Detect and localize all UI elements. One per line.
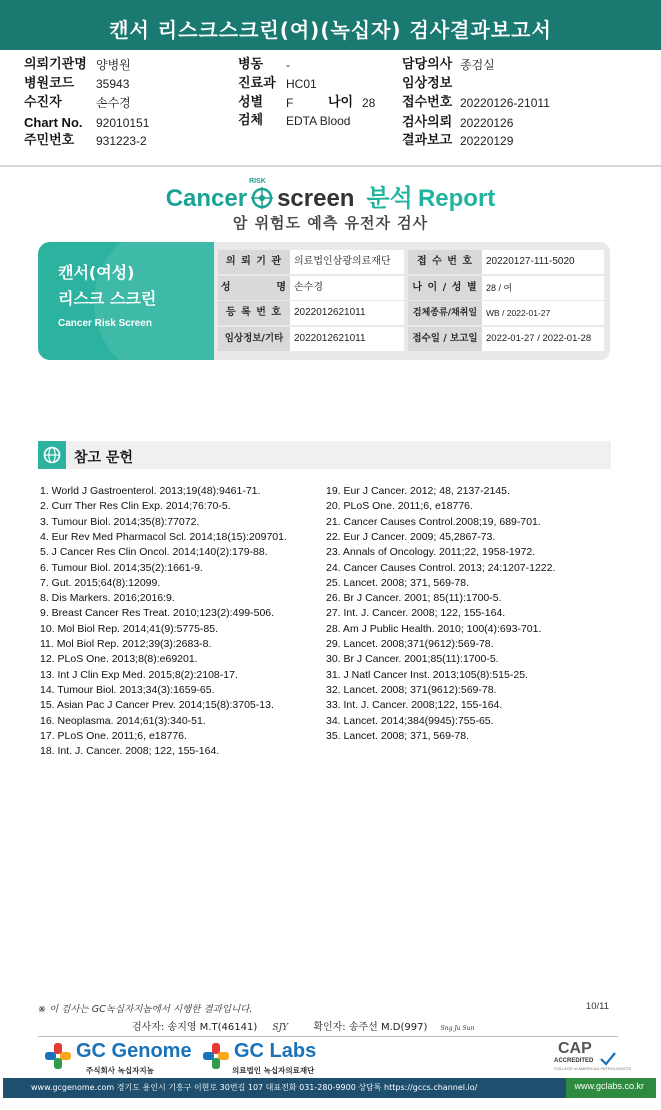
- receipt-cell-label: 접 수 번 호: [408, 250, 482, 274]
- header-info: [0, 50, 661, 168]
- reference-item: 6. Tumour Biol. 2014;35(2):1661-9.: [40, 561, 203, 574]
- receipt-cell-value: 20220127-111-5020: [482, 250, 604, 274]
- sex-value: F: [286, 96, 294, 110]
- cap-name: CAP: [558, 1040, 592, 1057]
- specimen-label: 검체: [238, 113, 264, 128]
- reference-item: 2. Curr Ther Res Clin Exp. 2014;76:70-5.: [40, 500, 231, 513]
- clinical-cell-label: 임상정보/기타: [218, 327, 290, 351]
- confirmer: 확인자: 송주선 M.D(997): [313, 1022, 428, 1033]
- reference-item: 24. Cancer Causes Control. 2013; 24:1207-1222.: [326, 561, 556, 574]
- header-divider: [0, 165, 661, 167]
- institution-cell-label: 의 뢰 기 관: [218, 250, 290, 274]
- risk-target-icon: [249, 178, 273, 209]
- reference-item: 28. Am J Public Health. 2010; 100(4):693-701.: [326, 622, 542, 635]
- card-title-english: Cancer Risk Screen: [58, 318, 152, 329]
- footer-website: www.gclabs.co.kr: [574, 1081, 644, 1091]
- age-label: 나이: [328, 95, 354, 110]
- reference-item: 26. Br J Cancer. 2001; 85(11):1700-5.: [326, 592, 502, 605]
- reference-item: 29. Lancet. 2008;371(9612):569-78.: [326, 638, 494, 650]
- signers: [132, 1018, 474, 1033]
- reference-item: 1. World J Gastroenterol. 2013;19(48):9461-71.: [40, 485, 261, 497]
- footer-bar: [3, 1078, 656, 1098]
- age-value: 28: [362, 96, 376, 110]
- specimen-cell-value: WB / 2022-01-27: [482, 301, 604, 325]
- reference-item: 25. Lancet. 2008; 371, 569-78.: [326, 576, 470, 589]
- tester-signature: SJY: [272, 1023, 289, 1033]
- sex-label: 성별: [238, 95, 264, 110]
- chart-no-value: 92010151: [96, 116, 150, 130]
- ward-label: 병동: [238, 57, 264, 72]
- logo-cancer-text: Cancer: [165, 185, 248, 212]
- reference-item: 31. J Natl Cancer Inst. 2013;105(8):515-25.: [326, 668, 528, 681]
- report-title-en: Report: [417, 185, 496, 212]
- product-card: [38, 242, 214, 360]
- reference-item: 30. Br J Cancer. 2001;85(11):1700-5.: [326, 653, 499, 666]
- doctor-value: 종검실: [460, 58, 495, 72]
- specimen-cell-label: 검체종류/채취일: [408, 301, 482, 325]
- age-sex-cell-label: 나 이 / 성 별: [408, 276, 482, 300]
- reference-item: 16. Neoplasma. 2014;61(3):340-51.: [40, 714, 206, 727]
- checkmark-icon: [600, 1052, 616, 1066]
- cap-college: COLLEGE of AMERICAN PATHOLOGISTS: [554, 1066, 631, 1071]
- clinical-info-label: 임상정보: [402, 76, 453, 91]
- institution-label: 의뢰기관명: [24, 57, 87, 72]
- ward-value: -: [286, 58, 290, 72]
- cancer-screen-logo: [0, 178, 661, 214]
- patient-table: [214, 242, 610, 360]
- reference-item: 35. Lancet. 2008; 371, 569-78.: [326, 729, 470, 742]
- doctor-label: 담당의사: [402, 57, 453, 72]
- reference-item: 18. Int. J. Cancer. 2008; 122, 155-164.: [40, 745, 220, 758]
- department-value: HC01: [286, 77, 317, 91]
- footer-note: ※ 이 검사는 GC녹십자지놈에서 시행한 결과입니다.: [38, 1004, 253, 1015]
- gc-genome-logo: [44, 1040, 204, 1076]
- chart-no-label: Chart No.: [24, 115, 83, 130]
- logo-screen-text: screen: [277, 185, 355, 212]
- reference-item: 9. Breast Cancer Res Treat. 2010;123(2):499-506.: [40, 607, 275, 620]
- reference-item: 23. Annals of Oncology. 2011;22, 1958-1972.: [326, 546, 536, 559]
- reference-item: 5. J Cancer Res Clin Oncol. 2014;140(2):179-88.: [40, 546, 268, 559]
- reference-item: 21. Cancer Causes Control.2008;19, 689-701.: [326, 515, 541, 528]
- hospital-code-label: 병원코드: [24, 76, 75, 91]
- clinical-cell-value: 2022012621011: [290, 327, 404, 351]
- reference-item: 11. Mol Biol Rep. 2012;39(3):2683-8.: [40, 638, 212, 650]
- gc-labs-sub: 의료법인 녹십자의료재단: [232, 1066, 315, 1075]
- gc-cross-icon: [44, 1042, 72, 1070]
- dates-cell-value: 2022-01-27 / 2022-01-28: [482, 327, 604, 351]
- reg-cell-value: 2022012621011: [290, 301, 404, 325]
- department-label: 진료과: [238, 76, 276, 91]
- footer-address: www.gcgenome.com 경기도 용인시 기흥구 이현로 30번길 107 대표전화 031-280-9900 상담톡 https://gccs.channel.io/: [31, 1083, 478, 1092]
- receipt-no-value: 20220126-21011: [460, 96, 550, 110]
- logo-risk-text: RISK: [249, 178, 266, 185]
- reference-item: 33. Int. J. Cancer. 2008;122, 155-164.: [326, 699, 503, 712]
- hospital-code-value: 35943: [96, 77, 130, 91]
- gc-labs-name: GC Labs: [234, 1040, 317, 1062]
- reference-item: 12. PLoS One. 2013;8(8):e69201.: [40, 653, 198, 666]
- reference-item: 19. Eur J Cancer. 2012; 48, 2137-2145.: [326, 485, 510, 497]
- cap-accredited: ACCREDITED: [554, 1058, 594, 1064]
- report-title-kr: 분석: [366, 184, 413, 212]
- request-date-label: 검사의뢰: [402, 115, 453, 130]
- examinee-value: 손수경: [96, 96, 131, 110]
- page-number: 10/11: [585, 1001, 609, 1012]
- name-cell-label: 성 명: [218, 276, 290, 300]
- reference-item: 27. Int. J. Cancer. 2008; 122, 155-164.: [326, 607, 506, 620]
- gc-cross-icon: [202, 1042, 230, 1070]
- reference-item: 17. PLoS One. 2011;6, e18776.: [40, 729, 187, 742]
- examinee-label: 수진자: [24, 95, 62, 110]
- reference-item: 34. Lancet. 2014;384(9945):755-65.: [326, 714, 494, 727]
- report-date-label: 결과보고: [402, 133, 453, 148]
- reference-item: 14. Tumour Biol. 2013;34(3):1659-65.: [40, 683, 215, 696]
- report-date-value: 20220129: [460, 134, 514, 148]
- references-header: [38, 441, 611, 469]
- card-title-line2: 리스크 스크린: [58, 289, 157, 308]
- confirmer-signature: Sng Ju Sun: [440, 1025, 475, 1032]
- report-subtitle: 암 위험도 예측 유전자 검사: [232, 214, 429, 232]
- report-banner: [0, 0, 661, 50]
- name-cell-value: 손수경: [290, 276, 404, 300]
- reference-item: 7. Gut. 2015;64(8):12099.: [40, 576, 161, 589]
- receipt-no-label: 접수번호: [402, 95, 453, 110]
- references-title: 참고 문헌: [74, 450, 133, 466]
- age-sex-cell-value: 28 / 여: [482, 276, 604, 300]
- dates-cell-label: 접수일 / 보고일: [408, 327, 482, 351]
- reference-item: 32. Lancet. 2008; 371(9612):569-78.: [326, 683, 497, 696]
- gc-genome-name: GC Genome: [76, 1040, 192, 1062]
- request-date-value: 20220126: [460, 116, 514, 130]
- reference-item: 13. Int J Clin Exp Med. 2015;8(2):2108-17.: [40, 668, 238, 681]
- reference-item: 15. Asian Pac J Cancer Prev. 2014;15(8):3705-13.: [40, 699, 274, 712]
- institution-cell-value: 의료법인삼광의료재단: [290, 250, 404, 274]
- globe-icon: [38, 441, 66, 469]
- reference-item: 10. Mol Biol Rep. 2014;41(9):5775-85.: [40, 622, 219, 635]
- reference-item: 4. Eur Rev Med Pharmacol Scl. 2014;18(15):209701.: [40, 530, 287, 543]
- reference-item: 20. PLoS One. 2011;6, e18776.: [326, 500, 473, 513]
- reference-item: 3. Tumour Biol. 2014;35(8):77072.: [40, 515, 200, 528]
- gc-labs-logo: [202, 1040, 342, 1076]
- resident-no-label: 주민번호: [24, 133, 75, 148]
- reference-item: 8. Dis Markers. 2016;2016:9.: [40, 592, 175, 605]
- gc-genome-sub: 주식회사 녹십자지놈: [86, 1066, 154, 1075]
- tester: 검사자: 송지영 M.T(46141): [132, 1022, 258, 1033]
- reference-item: 22. Eur J Cancer. 2009; 45,2867-73.: [326, 530, 496, 543]
- resident-no-value: 931223-2: [96, 134, 147, 148]
- institution-value: 양병원: [96, 58, 131, 72]
- specimen-value: EDTA Blood: [286, 114, 351, 128]
- report-title: 캔서 리스크스크린(여)(녹십자) 검사결과보고서: [109, 18, 552, 42]
- card-title-line1: 캔서(여성): [58, 263, 135, 282]
- reg-cell-label: 등 록 번 호: [218, 301, 290, 325]
- footer-divider: [38, 1036, 618, 1037]
- cap-accredited-logo: [552, 1040, 631, 1072]
